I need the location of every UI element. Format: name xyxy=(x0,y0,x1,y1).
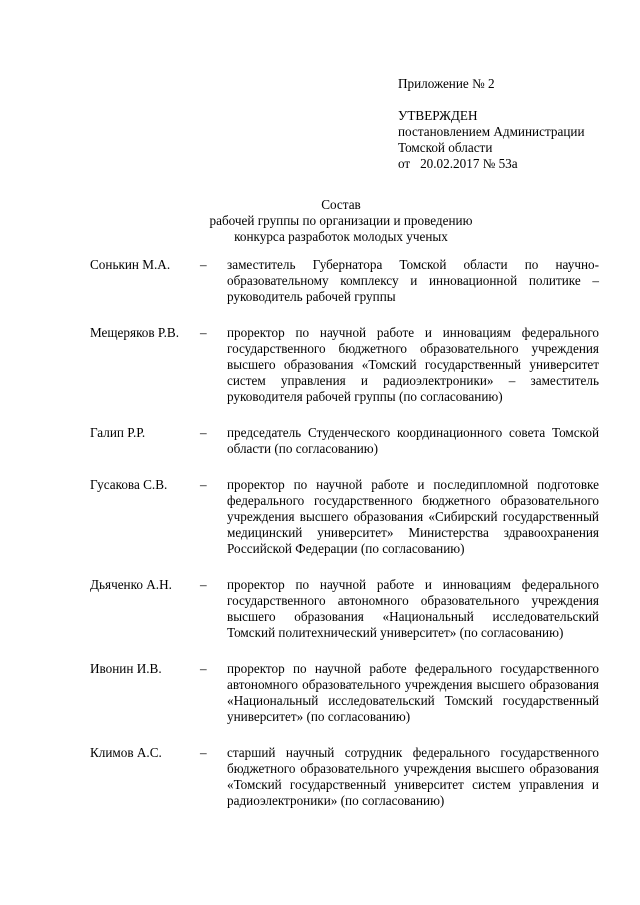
approval-date: от 20.02.2017 № 53а xyxy=(398,156,518,171)
member-description: проректор по научной работе и инновациям федерального государственного бюджетного образовательного учреждения высшего образования «Томский государственный университет систем управления и радиоэлектроники» – заместитель руководителя рабочей группы (по согласованию) xyxy=(227,325,599,404)
member-name: Климов А.С. xyxy=(90,745,162,760)
member-description: старший научный сотрудник федерального государственного бюджетного образовательного учреждения высшего образования «Томский государственный университет систем управления и радиоэлектроники» (по согласованию) xyxy=(227,745,599,808)
member-row xyxy=(90,477,602,557)
heading-title: Состав xyxy=(321,197,361,212)
spacer xyxy=(398,92,608,108)
member-name: Дьяченко А.Н. xyxy=(90,577,172,592)
dash-separator: – xyxy=(200,577,207,592)
dash-separator: – xyxy=(200,477,207,492)
member-row xyxy=(90,325,602,405)
member-row xyxy=(90,577,602,641)
heading-subtitle-2: конкурса разработок молодых ученых xyxy=(234,229,448,244)
member-name: Сонькин М.А. xyxy=(90,257,171,272)
members-list xyxy=(90,257,602,809)
member-name: Мещеряков Р.В. xyxy=(90,325,180,340)
heading-subtitle-1: рабочей группы по организации и проведению xyxy=(209,213,473,228)
dash-separator: – xyxy=(200,325,207,340)
member-name: Ивонин И.В. xyxy=(90,661,162,676)
member-row xyxy=(90,661,602,725)
approved-by-line1: постановлением Администрации xyxy=(398,124,585,139)
member-name: Галип Р.Р. xyxy=(90,425,146,440)
appendix-label: Приложение № 2 xyxy=(398,76,495,91)
member-description: председатель Студенческого координационного совета Томской области (по согласованию) xyxy=(227,425,599,456)
member-description: проректор по научной работе федерального государственного автономного образовательного учреждения высшего образования «Национальный исследовательский Томский государственный университет» (по согласованию) xyxy=(227,661,599,724)
member-row xyxy=(90,257,602,305)
approved-label: УТВЕРЖДЕН xyxy=(398,108,478,123)
member-row xyxy=(90,745,602,809)
dash-separator: – xyxy=(200,661,207,676)
dash-separator: – xyxy=(200,257,207,272)
member-description: заместитель Губернатора Томской области по научно-образовательному комплексу и инновационной политике – руководитель рабочей группы xyxy=(227,257,599,304)
member-row xyxy=(90,425,602,457)
member-name: Гусакова С.В. xyxy=(90,477,168,492)
document-heading xyxy=(120,197,562,245)
member-description: проректор по научной работе и последипломной подготовке федерального государственного бюджетного образовательного учреждения высшего образования «Сибирский государственный медицинский университет» Министерства здравоохранения Российской Федерации (по согласованию) xyxy=(227,477,599,556)
member-description: проректор по научной работе и инновациям федерального государственного автономного образовательного учреждения высшего образования «Национальный исследовательский Томский политехнический университет» (по согласованию) xyxy=(227,577,599,640)
approval-block xyxy=(398,76,608,172)
dash-separator: – xyxy=(200,745,207,760)
approved-by-line2: Томской области xyxy=(398,140,493,155)
dash-separator: – xyxy=(200,425,207,440)
